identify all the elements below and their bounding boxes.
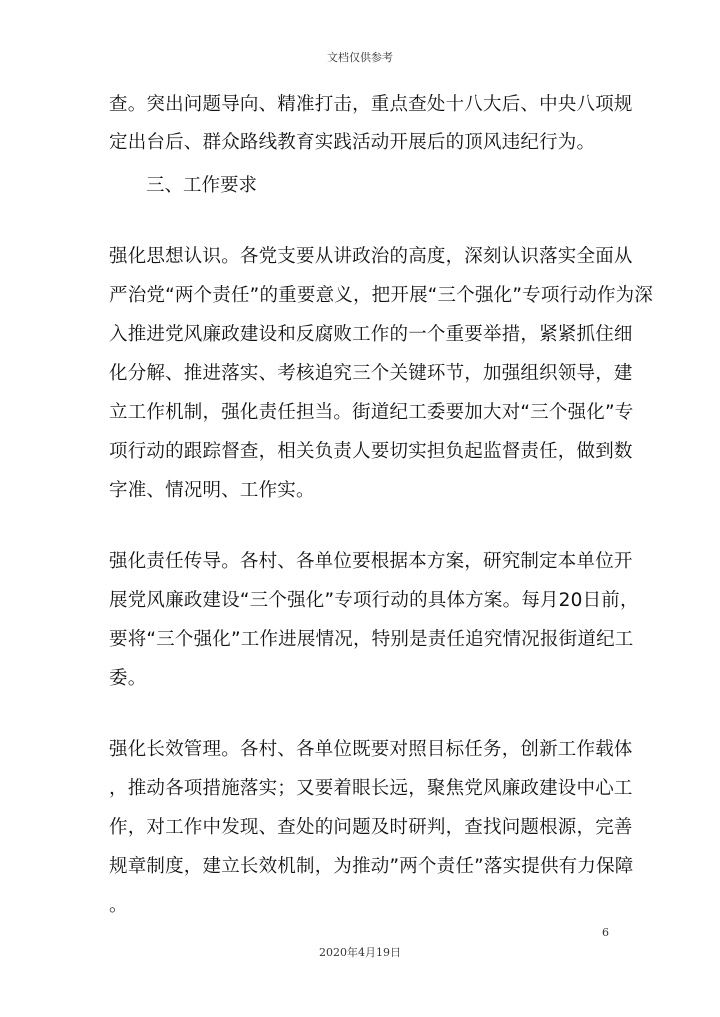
para1-line-3: 入推进党风廉政建设和反腐败工作的一个重要举措，紧紧抓住细 <box>109 324 633 345</box>
para1-line-6: 项行动的跟踪督查，相关负责人要切实担负起监督责任，做到数 <box>109 441 633 462</box>
para2-line-4: 委。 <box>109 668 147 689</box>
section-title: 三、工作要求 <box>146 175 258 196</box>
page-number: 6 <box>602 926 609 939</box>
para1-line-5: 立工作机制，强化责任担当。街道纪工委要加大对“三个强化”专 <box>109 402 634 423</box>
para1-line-2: 严治党“两个责任”的重要意义，把开展“三个强化”专项行动作为深 <box>109 285 654 306</box>
para2-line-3: 要将“三个强化”工作进展情况，特别是责任追究情况报街道纪工 <box>109 629 634 650</box>
para3-line-1: 强化长效管理。各村、各单位既要对照目标任务，创新工作载体 <box>109 739 633 760</box>
page-header: 文档仅供参考 <box>327 51 393 64</box>
para1-line-7: 字准、情况明、工作实。 <box>109 480 315 501</box>
para2-line-1: 强化责任传导。各村、各单位要根据本方案，研究制定本单位开 <box>109 551 633 572</box>
para1-line-4: 化分解、推进落实、考核追究三个关键环节，加强组织领导，建 <box>109 363 633 384</box>
para3-line-2: ，推动各项措施落实；又要着眼长远，聚焦党风廉政建设中心工 <box>109 778 633 799</box>
para3-line-4: 规章制度，建立长效机制，为推动”两个责任”落实提供有力保障 <box>109 856 634 877</box>
para2-line-2: 展党风廉政建设“三个强化”专项行动的具体方案。每月20日前， <box>109 590 639 611</box>
intro-line-2: 定出台后、群众路线教育实践活动开展后的顶风违纪行为。 <box>109 132 596 153</box>
para3-line-5: 。 <box>109 895 128 916</box>
footer-date: 2020年4月19日 <box>319 946 401 959</box>
para3-line-3: 作，对工作中发现、查处的问题及时研判，查找问题根源，完善 <box>109 817 633 838</box>
para1-line-1: 强化思想认识。各党支要从讲政治的高度，深刻认识落实全面从 <box>109 246 633 267</box>
intro-line-1: 查。突出问题导向、精准打击，重点查处十八大后、中央八项规 <box>109 94 633 115</box>
